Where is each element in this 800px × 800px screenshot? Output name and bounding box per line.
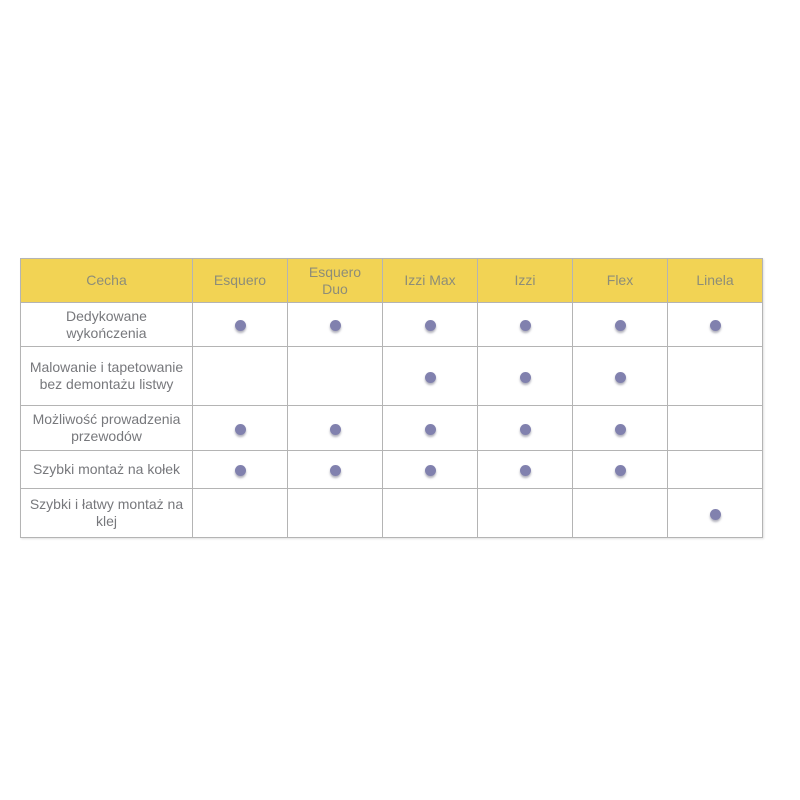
feature-cell [383,406,478,451]
feature-cell [288,451,383,489]
feature-dot-icon [520,372,531,383]
table-body [21,303,763,538]
table-row [21,347,763,406]
feature-cell [288,303,383,347]
feature-dot-icon [615,424,626,435]
feature-dot-icon [615,320,626,331]
feature-cell [288,489,383,538]
feature-dot-icon [235,424,246,435]
feature-dot-icon [330,320,341,331]
feature-dot-icon [710,509,721,520]
feature-cell [668,347,763,406]
feature-cell [193,347,288,406]
feature-cell [383,303,478,347]
feature-comparison-table-container [20,258,763,538]
feature-cell [478,406,573,451]
feature-cell [288,347,383,406]
feature-dot-icon [425,320,436,331]
feature-label: Malowanie i tapetowanie bez demontażu listwy [21,347,193,406]
table-row [21,303,763,347]
feature-cell [383,451,478,489]
feature-cell [478,347,573,406]
feature-comparison-table [20,258,763,538]
feature-dot-icon [615,372,626,383]
feature-dot-icon [520,320,531,331]
feature-cell [383,489,478,538]
feature-label: Dedykowane wykończenia [21,303,193,347]
product-column-header: Esquero [193,259,288,303]
feature-cell [573,347,668,406]
table-row [21,489,763,538]
feature-cell [668,303,763,347]
feature-dot-icon [425,372,436,383]
feature-dot-icon [235,465,246,476]
feature-dot-icon [425,424,436,435]
feature-label: Szybki i łatwy montaż na klej [21,489,193,538]
feature-cell [383,347,478,406]
product-column-header: Linela [668,259,763,303]
table-row [21,406,763,451]
feature-dot-icon [330,424,341,435]
product-column-header: Izzi Max [383,259,478,303]
feature-cell [193,406,288,451]
feature-cell [573,303,668,347]
feature-cell [478,451,573,489]
feature-dot-icon [425,465,436,476]
feature-column-header: Cecha [21,259,193,303]
feature-cell [288,406,383,451]
feature-label: Możliwość prowadzenia przewodów [21,406,193,451]
feature-dot-icon [615,465,626,476]
feature-dot-icon [520,465,531,476]
header-row [21,259,763,303]
feature-dot-icon [710,320,721,331]
feature-label: Szybki montaż na kołek [21,451,193,489]
feature-cell [478,489,573,538]
feature-cell [573,489,668,538]
feature-dot-icon [235,320,246,331]
feature-cell [478,303,573,347]
table-row [21,451,763,489]
product-column-header: Esquero Duo [288,259,383,303]
feature-cell [668,406,763,451]
feature-cell [668,489,763,538]
feature-cell [573,406,668,451]
feature-cell [193,303,288,347]
feature-cell [193,489,288,538]
feature-dot-icon [330,465,341,476]
feature-cell [573,451,668,489]
product-column-header: Flex [573,259,668,303]
product-column-header: Izzi [478,259,573,303]
feature-cell [193,451,288,489]
feature-cell [668,451,763,489]
feature-dot-icon [520,424,531,435]
